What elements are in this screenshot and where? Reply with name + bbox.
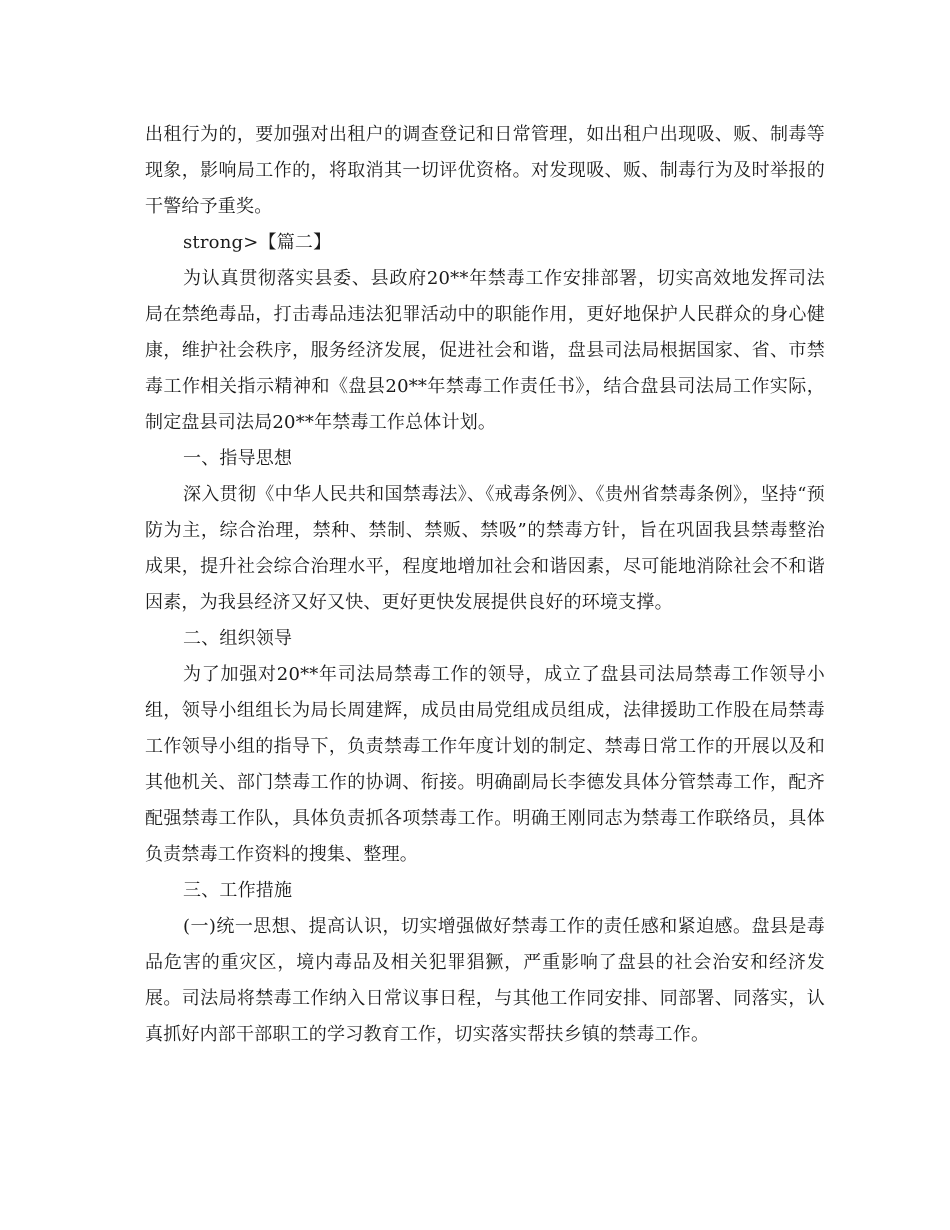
section-heading-part-two: strong>【篇二】: [183, 232, 332, 253]
heading-guiding-ideology: 一、指导思想: [183, 448, 293, 469]
heading-work-measures: 三、工作措施: [183, 880, 293, 901]
paragraph-work-measures-1: (一)统一思想、提高认识，切实增强做好禁毒工作的责任感和紧迫感。盘县是毒品危害的重灾区，境内毒品及相关犯罪猖獗，严重影响了盘县的社会治安和经济发展。司法局将禁毒工作纳入日常议事日程，与其他工作同安排、同部署、同落实，认真抓好内部干部职工的学习教育工作，切实落实帮扶乡镇的禁毒工作。: [145, 916, 825, 1045]
heading-organization-leadership: 二、组织领导: [183, 628, 293, 649]
paragraph-organization-leadership: 为了加强对20**年司法局禁毒工作的领导，成立了盘县司法局禁毒工作领导小组，领导小组组长为局长周建辉，成员由局党组成员组成，法律援助工作股在局禁毒工作领导小组的指导下，负责禁毒工作年度计划的制定、禁毒日常工作的开展以及和其他机关、部门禁毒工作的协调、衔接。明确副局长李德发具体分管禁毒工作，配齐配强禁毒工作队，具体负责抓各项禁毒工作。明确王刚同志为禁毒工作联络员，具体负责禁毒工作资料的搜集、整理。: [145, 664, 825, 865]
paragraph-intro: 为认真贯彻落实县委、县政府20**年禁毒工作安排部署，切实高效地发挥司法局在禁绝毒品，打击毒品违法犯罪活动中的职能作用，更好地保护人民群众的身心健康，维护社会秩序，服务经济发展，促进社会和谐，盘县司法局根据国家、省、市禁毒工作相关指示精神和《盘县20**年禁毒工作责任书》，结合盘县司法局工作实际，制定盘县司法局20**年禁毒工作总体计划。: [145, 268, 825, 433]
document-body: [145, 117, 825, 1053]
paragraph-guiding-ideology: 深入贯彻《中华人民共和国禁毒法》、《戒毒条例》、《贵州省禁毒条例》，坚持“预防为主，综合治理，禁种、禁制、禁贩、禁吸”的禁毒方针，旨在巩固我县禁毒整治成果，提升社会综合治理水平，程度地增加社会和谐因素，尽可能地消除社会不和谐因素，为我县经济又好又快、更好更快发展提供良好的环境支撑。: [145, 484, 825, 613]
paragraph-continuation: 出租行为的，要加强对出租户的调查登记和日常管理，如出租户出现吸、贩、制毒等现象，影响局工作的，将取消其一切评优资格。对发现吸、贩、制毒行为及时举报的干警给予重奖。: [145, 124, 825, 217]
